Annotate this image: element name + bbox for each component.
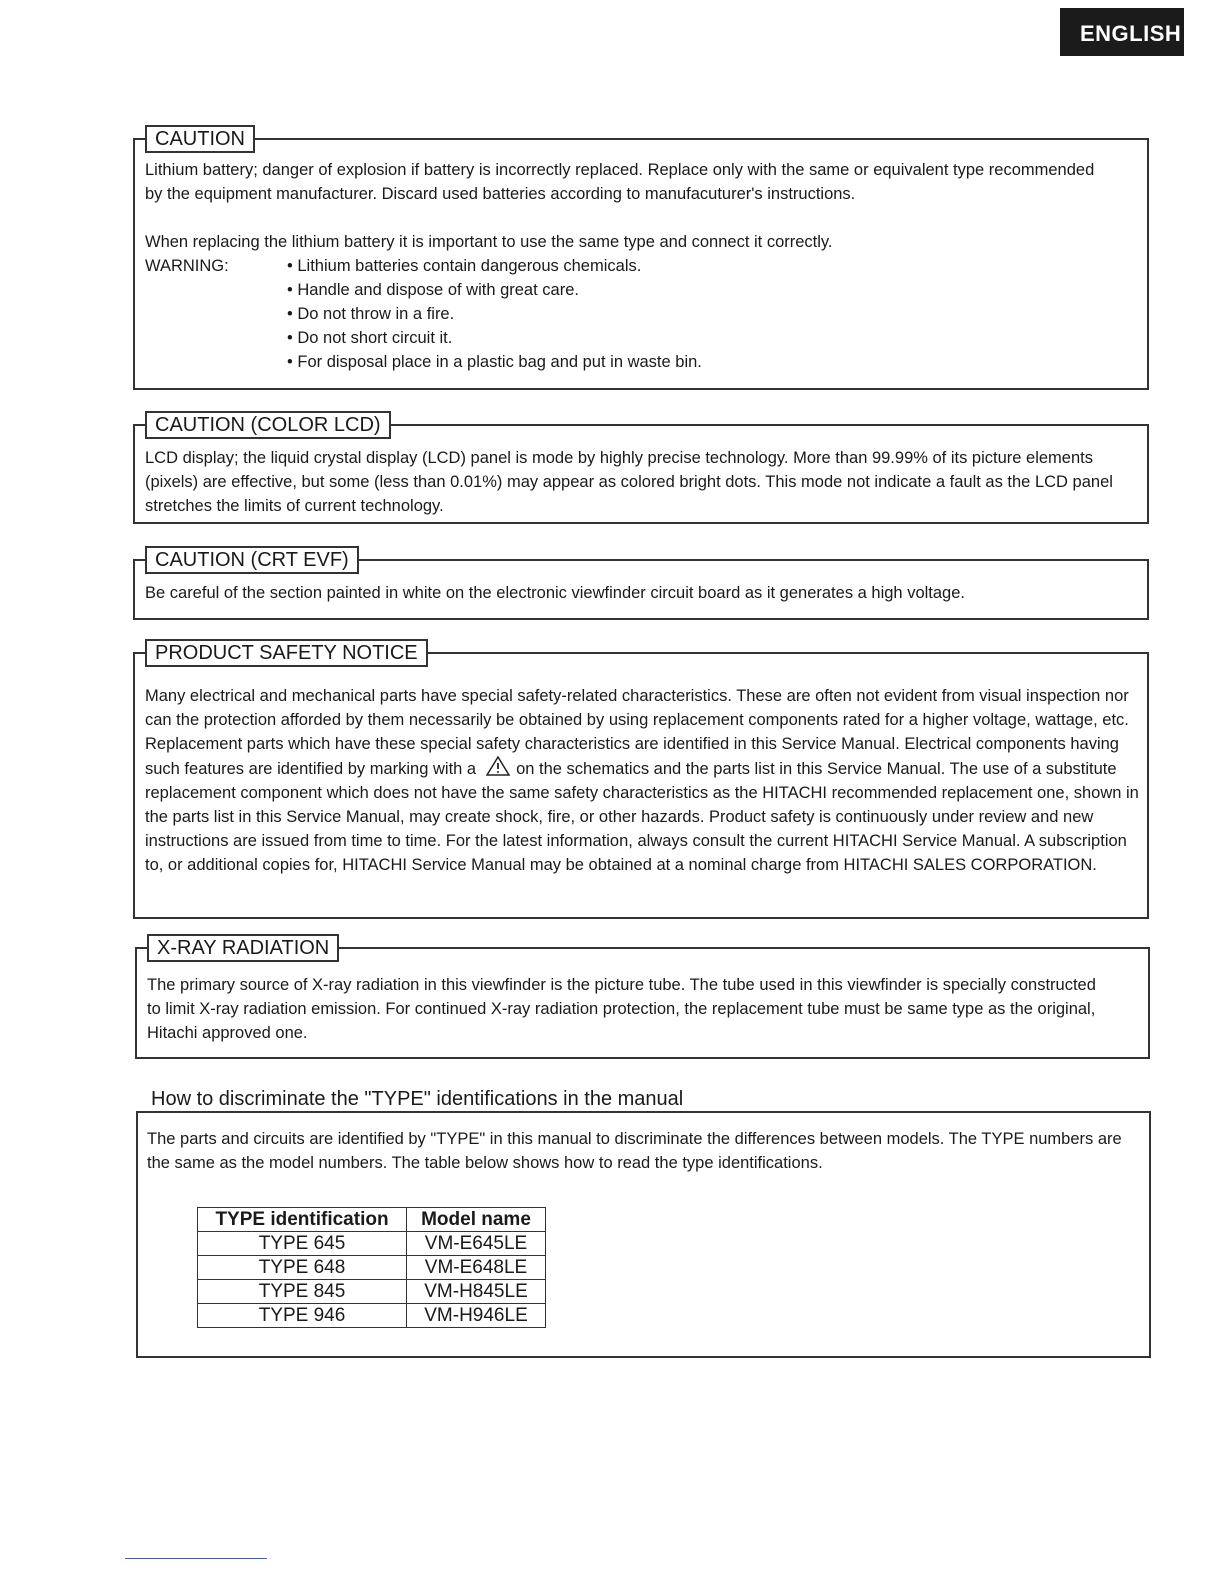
warning-bullet: • Lithium batteries contain dangerous chemicals. [287,257,642,275]
warning-bullet: • Handle and dispose of with great care. [287,281,579,299]
caution-box [133,128,1149,390]
language-tab: ENGLISH [1060,8,1184,56]
table-header-type: TYPE identification [198,1208,407,1232]
type-section-heading: How to discriminate the "TYPE" identifications in the manual [151,1088,684,1110]
xray-label: X-RAY RADIATION [147,934,339,962]
warning-bullet: • Do not short circuit it. [287,329,453,347]
type-cell: TYPE 845 [198,1280,407,1304]
caution-lcd-box [133,414,1149,524]
table-header-model: Model name [407,1208,546,1232]
caution-crt-text: Be careful of the section painted in white on the electronic viewfinder circuit board as it generates a high voltage. [145,584,965,602]
warning-label: WARNING: [145,257,229,275]
safety-notice-box [133,642,1149,919]
table-row [198,1256,546,1280]
table-row [198,1304,546,1328]
warning-triangle-icon [486,756,510,776]
caution-lcd-text: LCD display; the liquid crystal display (LCD) panel is mode by highly precise technology. More than 99.99% of its picture elements (pixels) are effective, but some (less than 0.01%) may appear as colored bright dots. This mode not indicate a fault as the LCD panel stretches the limits of current technology. [145,449,1113,515]
caution-lcd-label: CAUTION (COLOR LCD) [145,411,391,439]
xray-box [135,937,1150,1059]
type-table [197,1207,546,1328]
table-row [198,1280,546,1304]
warning-bullet: • Do not throw in a fire. [287,305,455,323]
type-cell: TYPE 645 [198,1232,407,1256]
safety-notice-label: PRODUCT SAFETY NOTICE [145,639,428,667]
caution-paragraph-2: When replacing the lithium battery it is important to use the same type and connect it correctly. [145,233,833,251]
warning-bullet: • For disposal place in a plastic bag and put in waste bin. [287,353,702,371]
caution-crt-box [133,549,1149,620]
type-cell: TYPE 946 [198,1304,407,1328]
xray-text: The primary source of X-ray radiation in this viewfinder is the picture tube. The tube used in this viewfinder is specially constructed to limit X-ray radiation emission. For continued X-ray radiation protection, the replacement tube must be same type as the original, Hitachi approved one. [147,976,1096,1042]
caution-paragraph-1: Lithium battery; danger of explosion if battery is incorrectly replaced. Replace only with the same or equivalent type recommended by the equipment manufacturer. Discard used batteries according to manufacuturer's instructions. [145,161,1095,203]
footer-rule [125,1558,267,1559]
model-cell: VM-E645LE [407,1232,546,1256]
type-text: The parts and circuits are identified by "TYPE" in this manual to discriminate the differences between models. The TYPE numbers are the same as the model numbers. The table below shows how to read the type identifications. [147,1130,1122,1172]
caution-label: CAUTION [145,125,255,153]
type-cell: TYPE 648 [198,1256,407,1280]
model-cell: VM-E648LE [407,1256,546,1280]
table-header-row [198,1208,546,1232]
table-row [198,1232,546,1256]
caution-crt-label: CAUTION (CRT EVF) [145,546,359,574]
model-cell: VM-H946LE [407,1304,546,1328]
safety-notice-text: Many electrical and mechanical parts have special safety-related characteristics. These are often not evident from visual inspection nor can the protection afforded by them necessarily be obtained by using replacement components rated for a higher voltage, wattage, etc. Replacement parts which have these special safety characteristics are identified in this Service Manual. Electrical components having such features are identified by marking with a on the schematics and the parts list in this Service Manual. The use of a substitute replacement component which does not have the same safety characteristics as the HITACHI recommended replacement one, shown in the parts list in this Service Manual, may create shock, fire, or other hazards. Product safety is continuously under review and new instructions are issued from time to time. For the latest information, always consult the current HITACHI Service Manual. A subscription to, or additional copies for, HITACHI Service Manual may be obtained at a nominal charge from HITACHI SALES CORPORATION. [145,687,1139,874]
model-cell: VM-H845LE [407,1280,546,1304]
